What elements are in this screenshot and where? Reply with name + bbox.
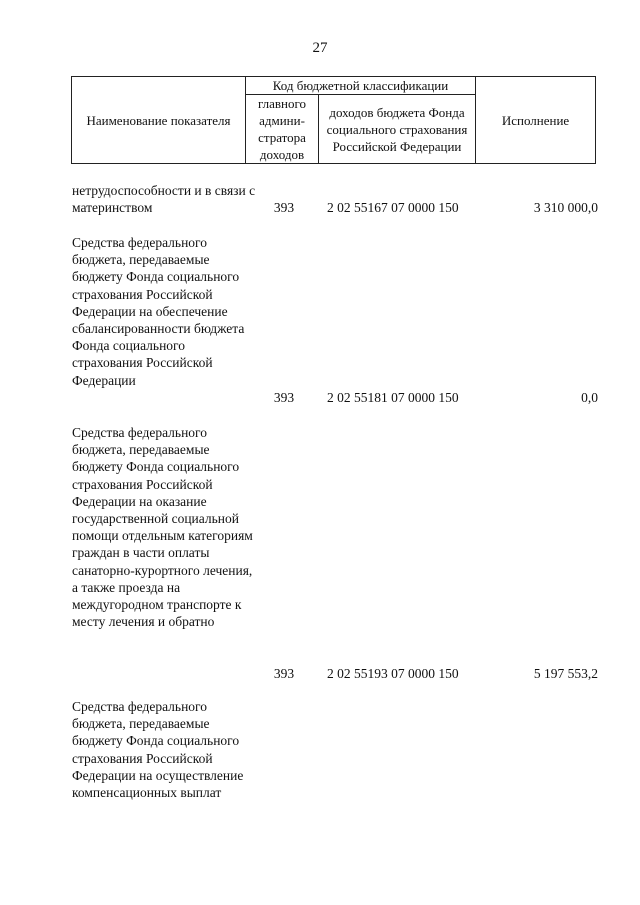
column-header-name: Наименование показателя [72, 77, 246, 164]
admin-code: 393 [273, 666, 295, 681]
income-code: 2 02 55181 07 0000 150 [327, 390, 459, 405]
column-header-admin: главного админи-стратора доходов [246, 95, 319, 164]
column-header-code-group: Код бюджетной классификации [246, 77, 476, 95]
execution-amount: 0,0 [581, 390, 598, 405]
admin-code: 393 [273, 390, 295, 405]
income-code: 2 02 55167 07 0000 150 [327, 200, 459, 215]
page-number: 27 [312, 40, 328, 56]
column-header-income: доходов бюджета Фонда социального страхования Российской Федерации [319, 95, 476, 164]
indicator-name: Средства федерального бюджета, передаваемые бюджету Фонда социального страхования Российской Федерации на обеспечение сбалансированности бюджета Фонда социального страхования Российской Федерации [72, 235, 245, 388]
admin-code: 393 [273, 200, 295, 215]
income-code: 2 02 55193 07 0000 150 [327, 666, 459, 681]
table-header [71, 76, 596, 164]
execution-amount: 3 310 000,0 [533, 200, 598, 215]
indicator-name: Средства федерального бюджета, передаваемые бюджету Фонда социального страхования Российской Федерации на оказание государственной социальной помощи отдельным категориям граждан в части оплаты санаторно-курортного лечения, а также проезда на междугородном транспорте к месту лечения и обратно [72, 425, 253, 630]
indicator-name: Средства федерального бюджета, передаваемые бюджету Фонда социального страхования Российской Федерации на осуществление компенсационных выплат [72, 699, 244, 801]
column-header-execution: Исполнение [476, 77, 596, 164]
execution-amount: 5 197 553,2 [533, 666, 598, 681]
indicator-name: нетрудоспособности и в связи с материнством [72, 183, 256, 216]
